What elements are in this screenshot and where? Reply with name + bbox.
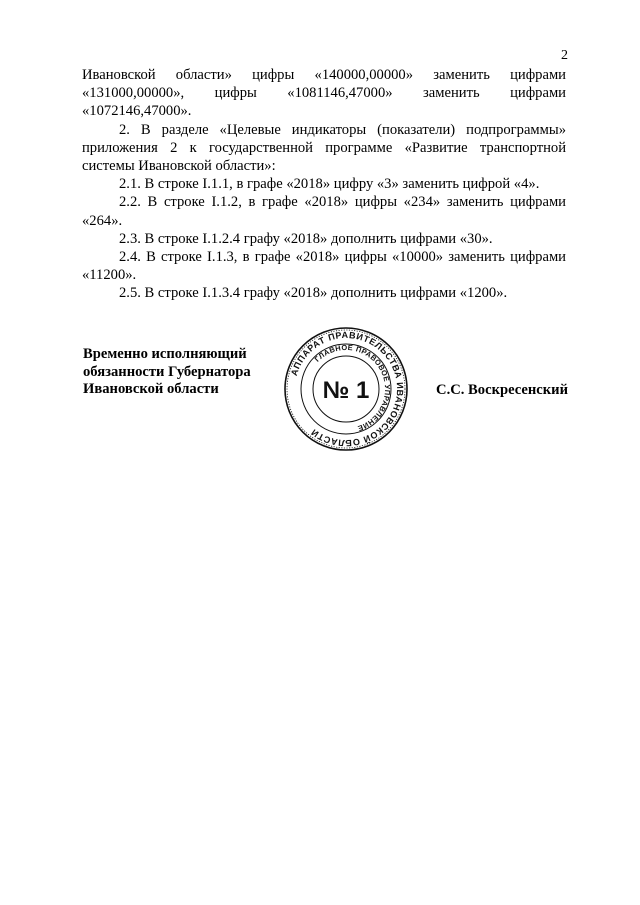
paragraph-2-2: 2.2. В строке I.1.2, в графе «2018» цифры «234» заменить цифрами «264». <box>82 194 566 229</box>
signatory-name: С.С. Воскресенский <box>436 382 568 398</box>
paragraph-2-1: 2.1. В строке I.1.1, в графе «2018» цифру «3» заменить цифрой «4». <box>119 176 540 193</box>
paragraph-continuation: Ивановской области» цифры «140000,00000» заменить цифрами «131000,00000», цифры «1081146,47000» заменить цифрами «1072146,47000». <box>82 67 566 120</box>
paragraph-2-4: 2.4. В строке I.1.3, в графе «2018» цифры «10000» заменить цифрами «11200». <box>82 249 566 284</box>
signatory-title-line: обязанности Губернатора <box>83 363 251 380</box>
seal-outer-text: АППАРАТ ПРАВИТЕЛЬСТВА ИВАНОВСКОЙ ОБЛАСТИ <box>288 329 406 449</box>
paragraph-2-3: 2.3. В строке I.1.2.4 графу «2018» дополнить цифрами «30». <box>119 230 493 247</box>
official-seal <box>283 326 409 452</box>
paragraph-section-2: 2. В разделе «Целевые индикаторы (показатели) подпрограммы» приложения 2 к государственной программе «Развитие транспортной системы Ивановской области»: <box>82 121 566 175</box>
seal-center-number: № 1 <box>322 377 370 404</box>
paragraph-2-5: 2.5. В строке I.1.3.4 графу «2018» дополнить цифрами «1200». <box>119 285 508 302</box>
signatory-title-line: Ивановской области <box>83 381 219 397</box>
page-number: 2 <box>561 48 568 63</box>
signatory-title <box>83 346 251 399</box>
document-body <box>82 66 566 303</box>
signatory-title-line: Временно исполняющий <box>83 346 247 362</box>
seal-inner-text: ГЛАВНОЕ ПРАВОВОЕ УПРАВЛЕНИЕ <box>312 342 393 434</box>
